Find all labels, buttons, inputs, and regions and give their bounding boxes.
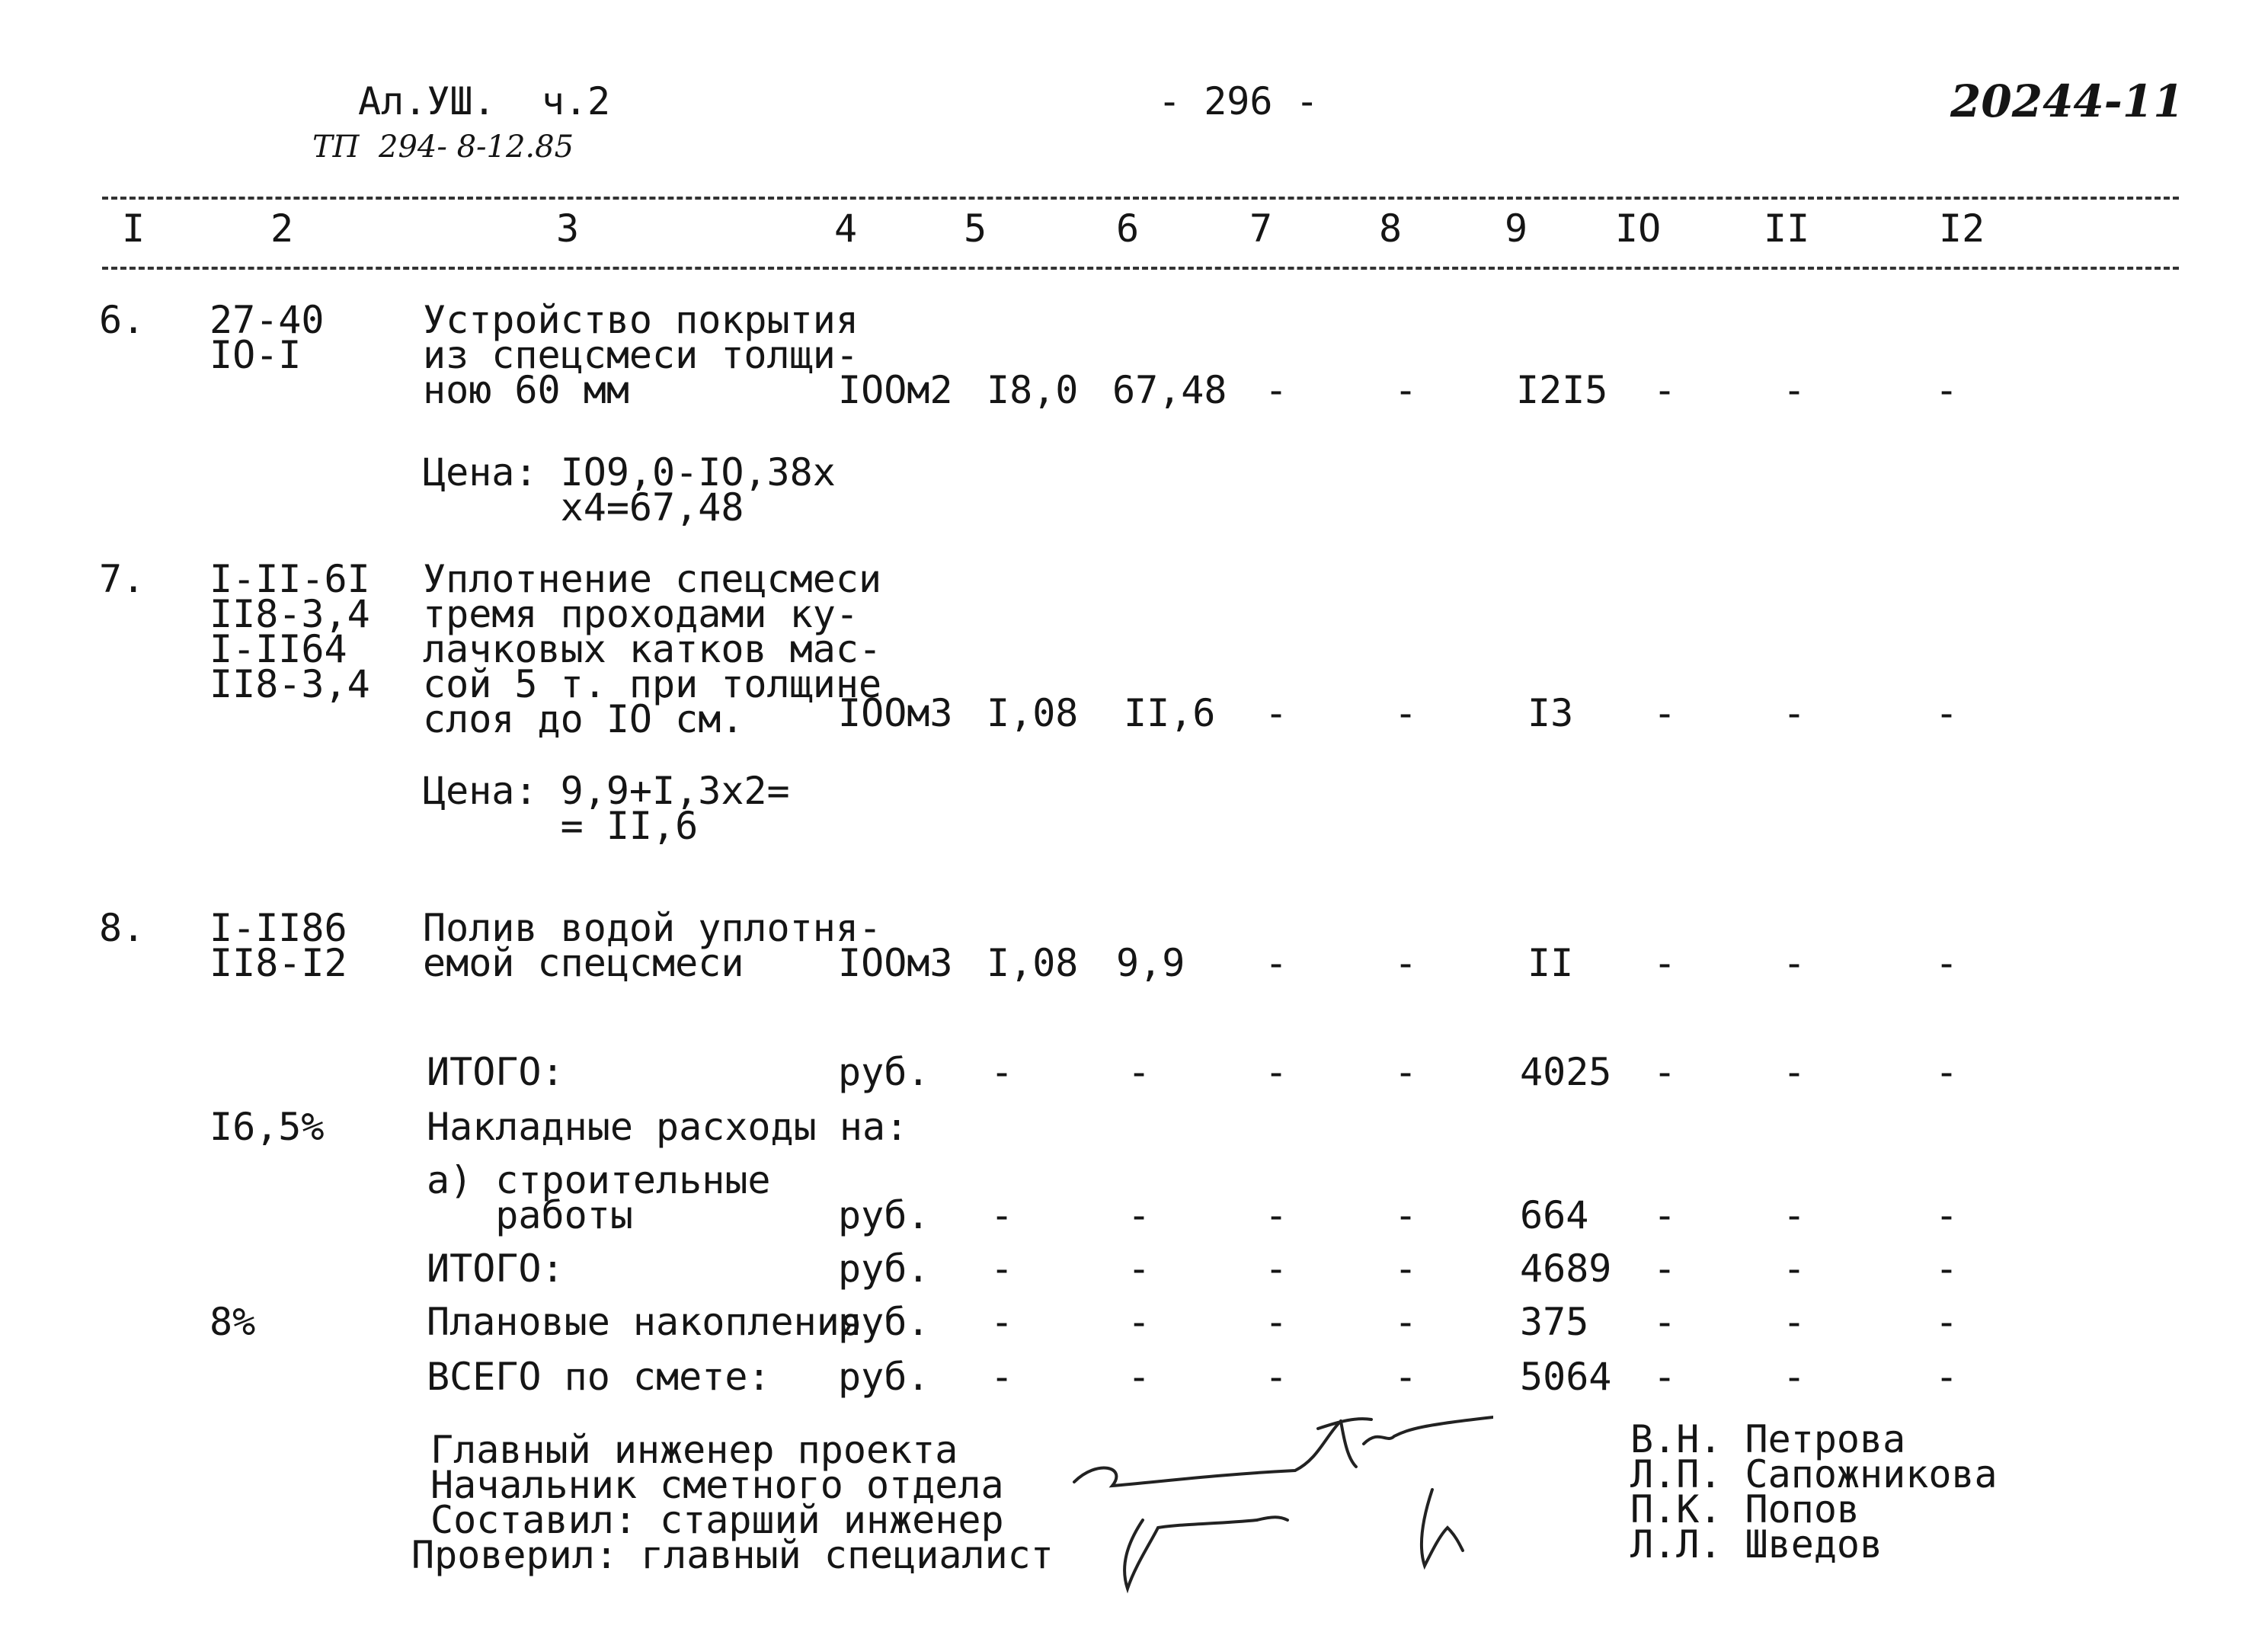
unit-price-cell: II,6 — [1124, 691, 1216, 735]
value-cell: - — [990, 1050, 1014, 1094]
header-top-rule — [102, 197, 2179, 200]
summary-total: 5064 — [1520, 1355, 1612, 1399]
column-header: 6 — [1116, 206, 1140, 251]
signer-role: Проверил: главный специалист — [411, 1533, 1054, 1577]
signer-role: Составил: старший инженер — [430, 1498, 1004, 1542]
unit-cell: IOOм3 — [838, 691, 953, 735]
signer-name: П.К. Попов — [1630, 1487, 1860, 1531]
column-header: 4 — [834, 206, 858, 251]
summary-label: а) строительные работы — [427, 1158, 771, 1237]
value-cell: - — [1783, 368, 1806, 412]
value-cell: - — [1935, 1355, 1959, 1399]
column-header: I — [122, 206, 146, 251]
summary-label: ИТОГО: — [427, 1247, 565, 1291]
value-cell: - — [1265, 1300, 1288, 1344]
document-code: 20244-11 — [1950, 75, 2184, 127]
value-cell: - — [1653, 1193, 1677, 1237]
summary-percent: 8% — [210, 1300, 256, 1344]
column-header: IO — [1615, 206, 1662, 251]
project-code: ТП 294- 8-12.85 — [312, 130, 574, 165]
value-cell: - — [1394, 368, 1418, 412]
value-cell: - — [1783, 691, 1806, 735]
value-cell: - — [1935, 1193, 1959, 1237]
price-calculation: Цена: 9,9+I,3x2= = II,6 — [423, 769, 790, 848]
value-cell: - — [1653, 1355, 1677, 1399]
value-cell: - — [990, 1300, 1014, 1344]
signer-name: В.Н. Петрова — [1630, 1417, 1906, 1461]
column-header: I2 — [1939, 206, 1985, 251]
unit-cell: IOOм2 — [838, 368, 953, 412]
quantity-cell: I,08 — [987, 941, 1079, 985]
column-header: II — [1764, 206, 1810, 251]
summary-label: ИТОГО: — [427, 1050, 565, 1094]
rate-code: I-II-6I II8-3,4 I-II64 II8-3,4 — [210, 557, 370, 706]
value-cell: - — [1653, 1247, 1677, 1291]
total-cost-cell: II — [1527, 941, 1574, 985]
value-cell: - — [1128, 1300, 1151, 1344]
value-cell: - — [1265, 1050, 1288, 1094]
value-cell: - — [990, 1247, 1014, 1291]
column-header: 3 — [556, 206, 580, 251]
summary-total: 4025 — [1520, 1050, 1612, 1094]
value-cell: - — [1653, 368, 1677, 412]
value-cell: - — [1128, 1050, 1151, 1094]
work-description: Уплотнение спецсмеси тремя проходами ку- лачковых катков мас- сой 5 т. при толщине слоя до IO см. — [423, 557, 882, 741]
value-cell: - — [1783, 941, 1806, 985]
rate-code: 27-40 IO-I — [210, 298, 325, 377]
value-cell: - — [1394, 691, 1418, 735]
signer-role: Начальник сметного отдела — [430, 1463, 1004, 1507]
value-cell: - — [1128, 1193, 1151, 1237]
summary-unit: руб. — [838, 1300, 930, 1344]
price-calculation: Цена: IO9,0-IO,38x x4=67,48 — [423, 450, 836, 530]
value-cell: - — [1935, 1247, 1959, 1291]
summary-total: 4689 — [1520, 1247, 1612, 1291]
value-cell: - — [1265, 691, 1288, 735]
value-cell: - — [1935, 1050, 1959, 1094]
header-bottom-rule — [102, 267, 2179, 270]
summary-total: 664 — [1520, 1193, 1589, 1237]
album-label: Ал.УШ. ч.2 — [358, 79, 611, 123]
signer-role: Главный инженер проекта — [430, 1428, 958, 1472]
quantity-cell: I,08 — [987, 691, 1079, 735]
value-cell: - — [1935, 691, 1959, 735]
summary-label: Накладные расходы на: — [427, 1105, 909, 1149]
value-cell: - — [1394, 1050, 1418, 1094]
row-number: 8. — [99, 906, 146, 950]
total-cost-cell: I2I5 — [1516, 368, 1608, 412]
summary-unit: руб. — [838, 1355, 930, 1399]
value-cell: - — [1935, 368, 1959, 412]
work-description: Устройство покрытия из спецсмеси толщи- ною 60 мм — [423, 298, 859, 412]
unit-cell: IOOм3 — [838, 941, 953, 985]
work-description: Полив водой уплотня- емой спецсмеси — [423, 906, 882, 985]
value-cell: - — [1394, 941, 1418, 985]
signer-name: Л.Л. Шведов — [1630, 1522, 1883, 1567]
value-cell: - — [1394, 1300, 1418, 1344]
summary-unit: руб. — [838, 1193, 930, 1237]
rate-code: I-II86 II8-I2 — [210, 906, 347, 985]
value-cell: - — [1394, 1193, 1418, 1237]
value-cell: - — [1128, 1355, 1151, 1399]
value-cell: - — [1265, 1355, 1288, 1399]
summary-label: ВСЕГО по смете: — [427, 1355, 771, 1399]
column-header: 9 — [1505, 206, 1528, 251]
handwritten-signatures — [1067, 1413, 1493, 1596]
value-cell: - — [1783, 1247, 1806, 1291]
summary-percent: I6,5% — [210, 1105, 325, 1149]
value-cell: - — [1394, 1247, 1418, 1291]
value-cell: - — [1265, 941, 1288, 985]
quantity-cell: I8,0 — [987, 368, 1079, 412]
value-cell: - — [1653, 941, 1677, 985]
summary-label: Плановые накопления — [427, 1300, 862, 1344]
value-cell: - — [1128, 1247, 1151, 1291]
signer-name: Л.П. Сапожникова — [1630, 1452, 1998, 1496]
column-header: 5 — [964, 206, 987, 251]
value-cell: - — [1265, 1193, 1288, 1237]
value-cell: - — [990, 1355, 1014, 1399]
value-cell: - — [1653, 691, 1677, 735]
value-cell: - — [1935, 1300, 1959, 1344]
value-cell: - — [1783, 1193, 1806, 1237]
value-cell: - — [1394, 1355, 1418, 1399]
summary-unit: руб. — [838, 1247, 930, 1291]
summary-total: 375 — [1520, 1300, 1589, 1344]
unit-price-cell: 67,48 — [1112, 368, 1227, 412]
value-cell: - — [1653, 1300, 1677, 1344]
value-cell: - — [1935, 941, 1959, 985]
page-number: - 296 - — [1158, 79, 1319, 123]
column-header: 7 — [1249, 206, 1273, 251]
value-cell: - — [1653, 1050, 1677, 1094]
row-number: 7. — [99, 557, 146, 601]
value-cell: - — [1265, 1247, 1288, 1291]
summary-unit: руб. — [838, 1050, 930, 1094]
value-cell: - — [1783, 1050, 1806, 1094]
value-cell: - — [990, 1193, 1014, 1237]
column-header: 2 — [270, 206, 294, 251]
value-cell: - — [1783, 1355, 1806, 1399]
value-cell: - — [1783, 1300, 1806, 1344]
value-cell: - — [1265, 368, 1288, 412]
unit-price-cell: 9,9 — [1116, 941, 1185, 985]
row-number: 6. — [99, 298, 146, 342]
total-cost-cell: I3 — [1527, 691, 1574, 735]
column-header: 8 — [1379, 206, 1403, 251]
